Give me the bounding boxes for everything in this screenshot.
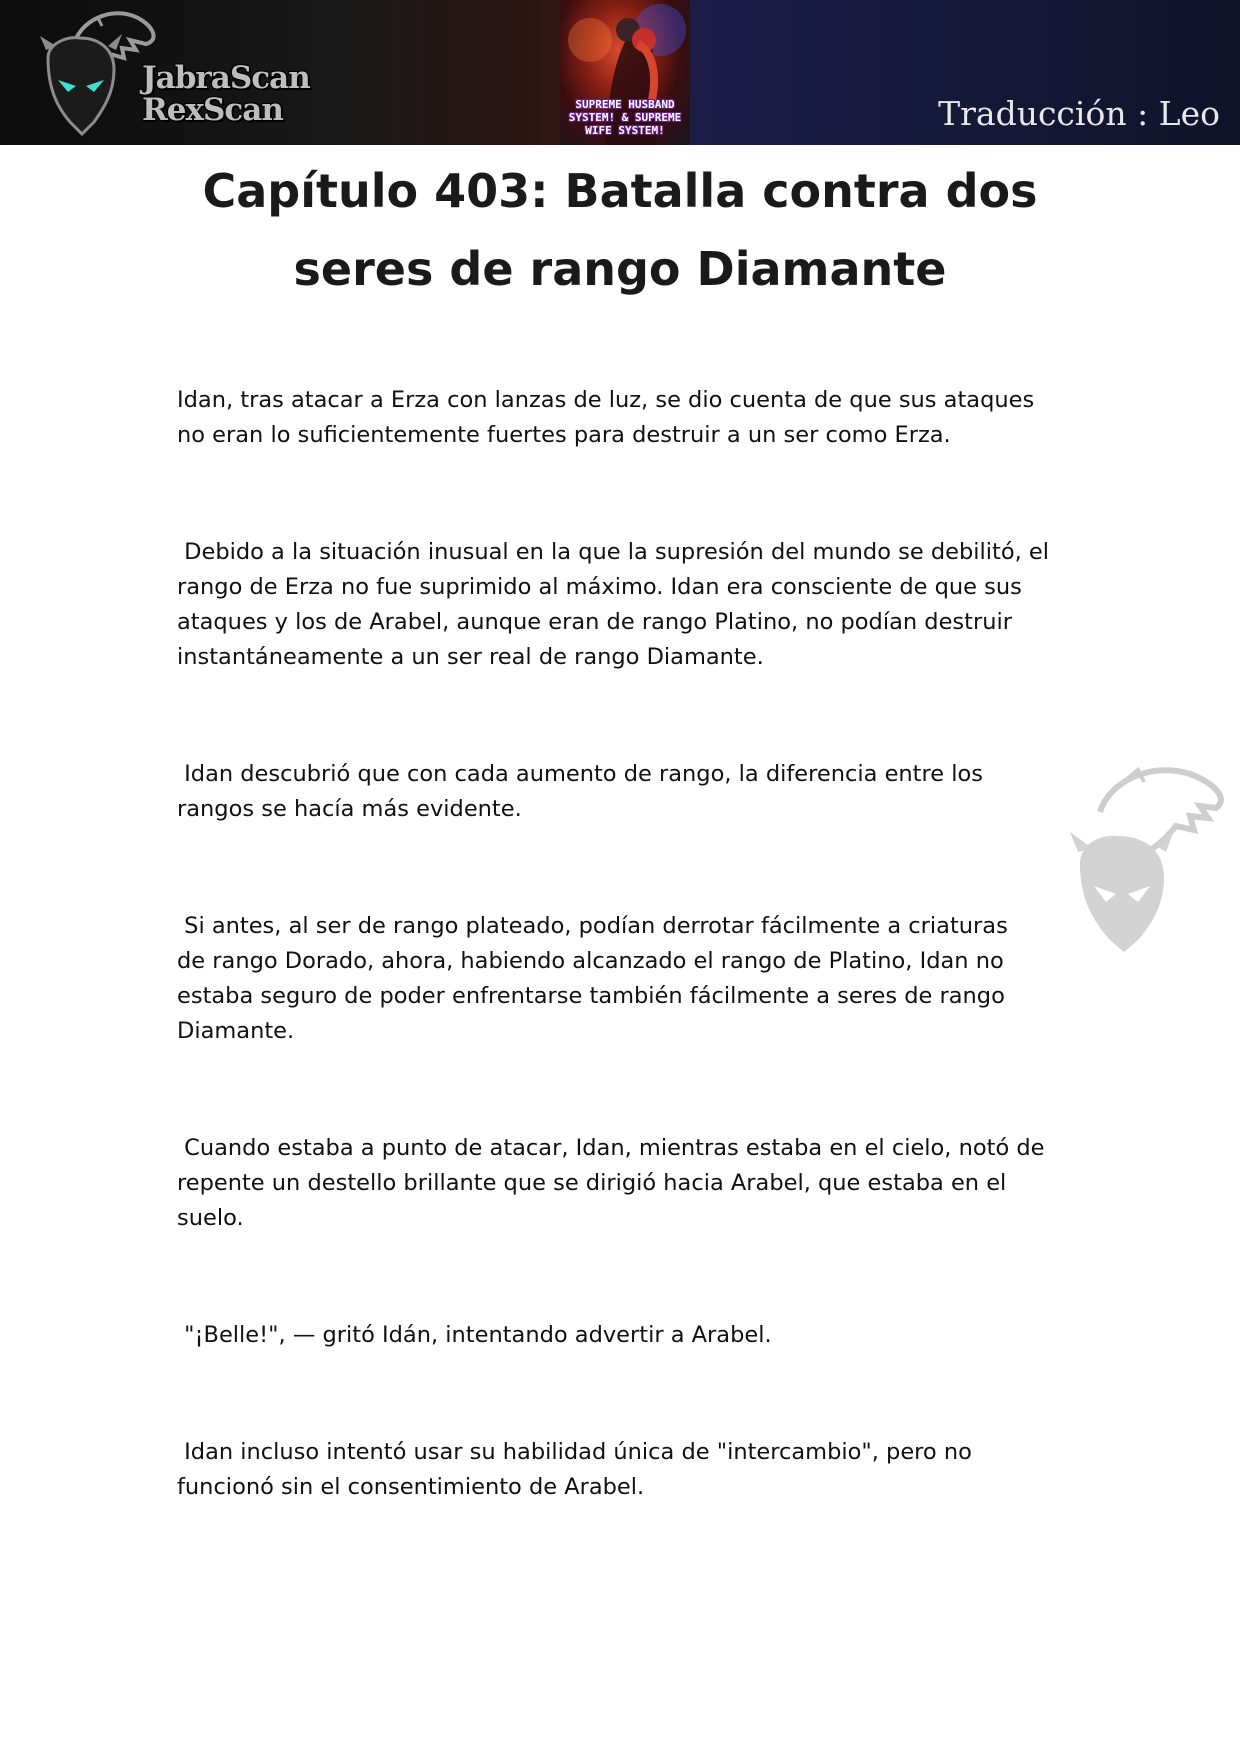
- brand-name: [142, 62, 310, 126]
- dino-skull-watermark-icon: [1060, 752, 1240, 992]
- header-banner: [0, 0, 1240, 145]
- paragraph-7: Idan incluso intentó usar su habilidad única de "intercambio", pero no funcionó sin el consentimiento de Arabel.: [177, 1439, 972, 1500]
- cover-series-title: SUPREME HUSBAND SYSTEM! & SUPREME WIFE SYSTEM!: [568, 98, 682, 137]
- paragraph-6: "¡Belle!", — gritó Idán, intentando advertir a Arabel.: [177, 1322, 772, 1348]
- chapter-title: [170, 152, 1070, 308]
- cover-art: [560, 0, 690, 145]
- brand-line-1: JabraScan: [142, 60, 310, 96]
- paragraph-1: Idan, tras atacar a Erza con lanzas de luz, se dio cuenta de que sus ataques no eran lo suficientemente fuertes para destruir a un ser como Erza.: [177, 387, 1035, 448]
- translation-credit: Traducción : Leo: [938, 94, 1220, 133]
- paragraph-3: Idan descubrió que con cada aumento de rango, la diferencia entre los rangos se hacía más evidente.: [177, 761, 983, 822]
- paragraph-4: Si antes, al ser de rango plateado, podían derrotar fácilmente a criaturas de rango Dorado, ahora, habiendo alcanzado el rango de Platino, Idan no estaba seguro de poder enfrentarse también fácilmente a seres de rango Diamante.: [177, 913, 1008, 1044]
- chapter-body: [177, 383, 1077, 1505]
- chapter-title-line-2: seres de rango Diamante: [293, 242, 947, 296]
- paragraph-2: Debido a la situación inusual en la que la supresión del mundo se debilitó, el rango de Erza no fue suprimido al máximo. Idan era consciente de que sus ataques y los de Arabel, aunque eran de rango Platino, no podían destruir instantáneamente a un ser real de rango Diamante.: [177, 539, 1049, 670]
- brand-line-2: RexScan: [142, 92, 283, 128]
- paragraph-5: Cuando estaba a punto de atacar, Idan, mientras estaba en el cielo, notó de repente un destello brillante que se dirigió hacia Arabel, que estaba en el suelo.: [177, 1135, 1045, 1231]
- chapter-title-line-1: Capítulo 403: Batalla contra dos: [202, 164, 1038, 218]
